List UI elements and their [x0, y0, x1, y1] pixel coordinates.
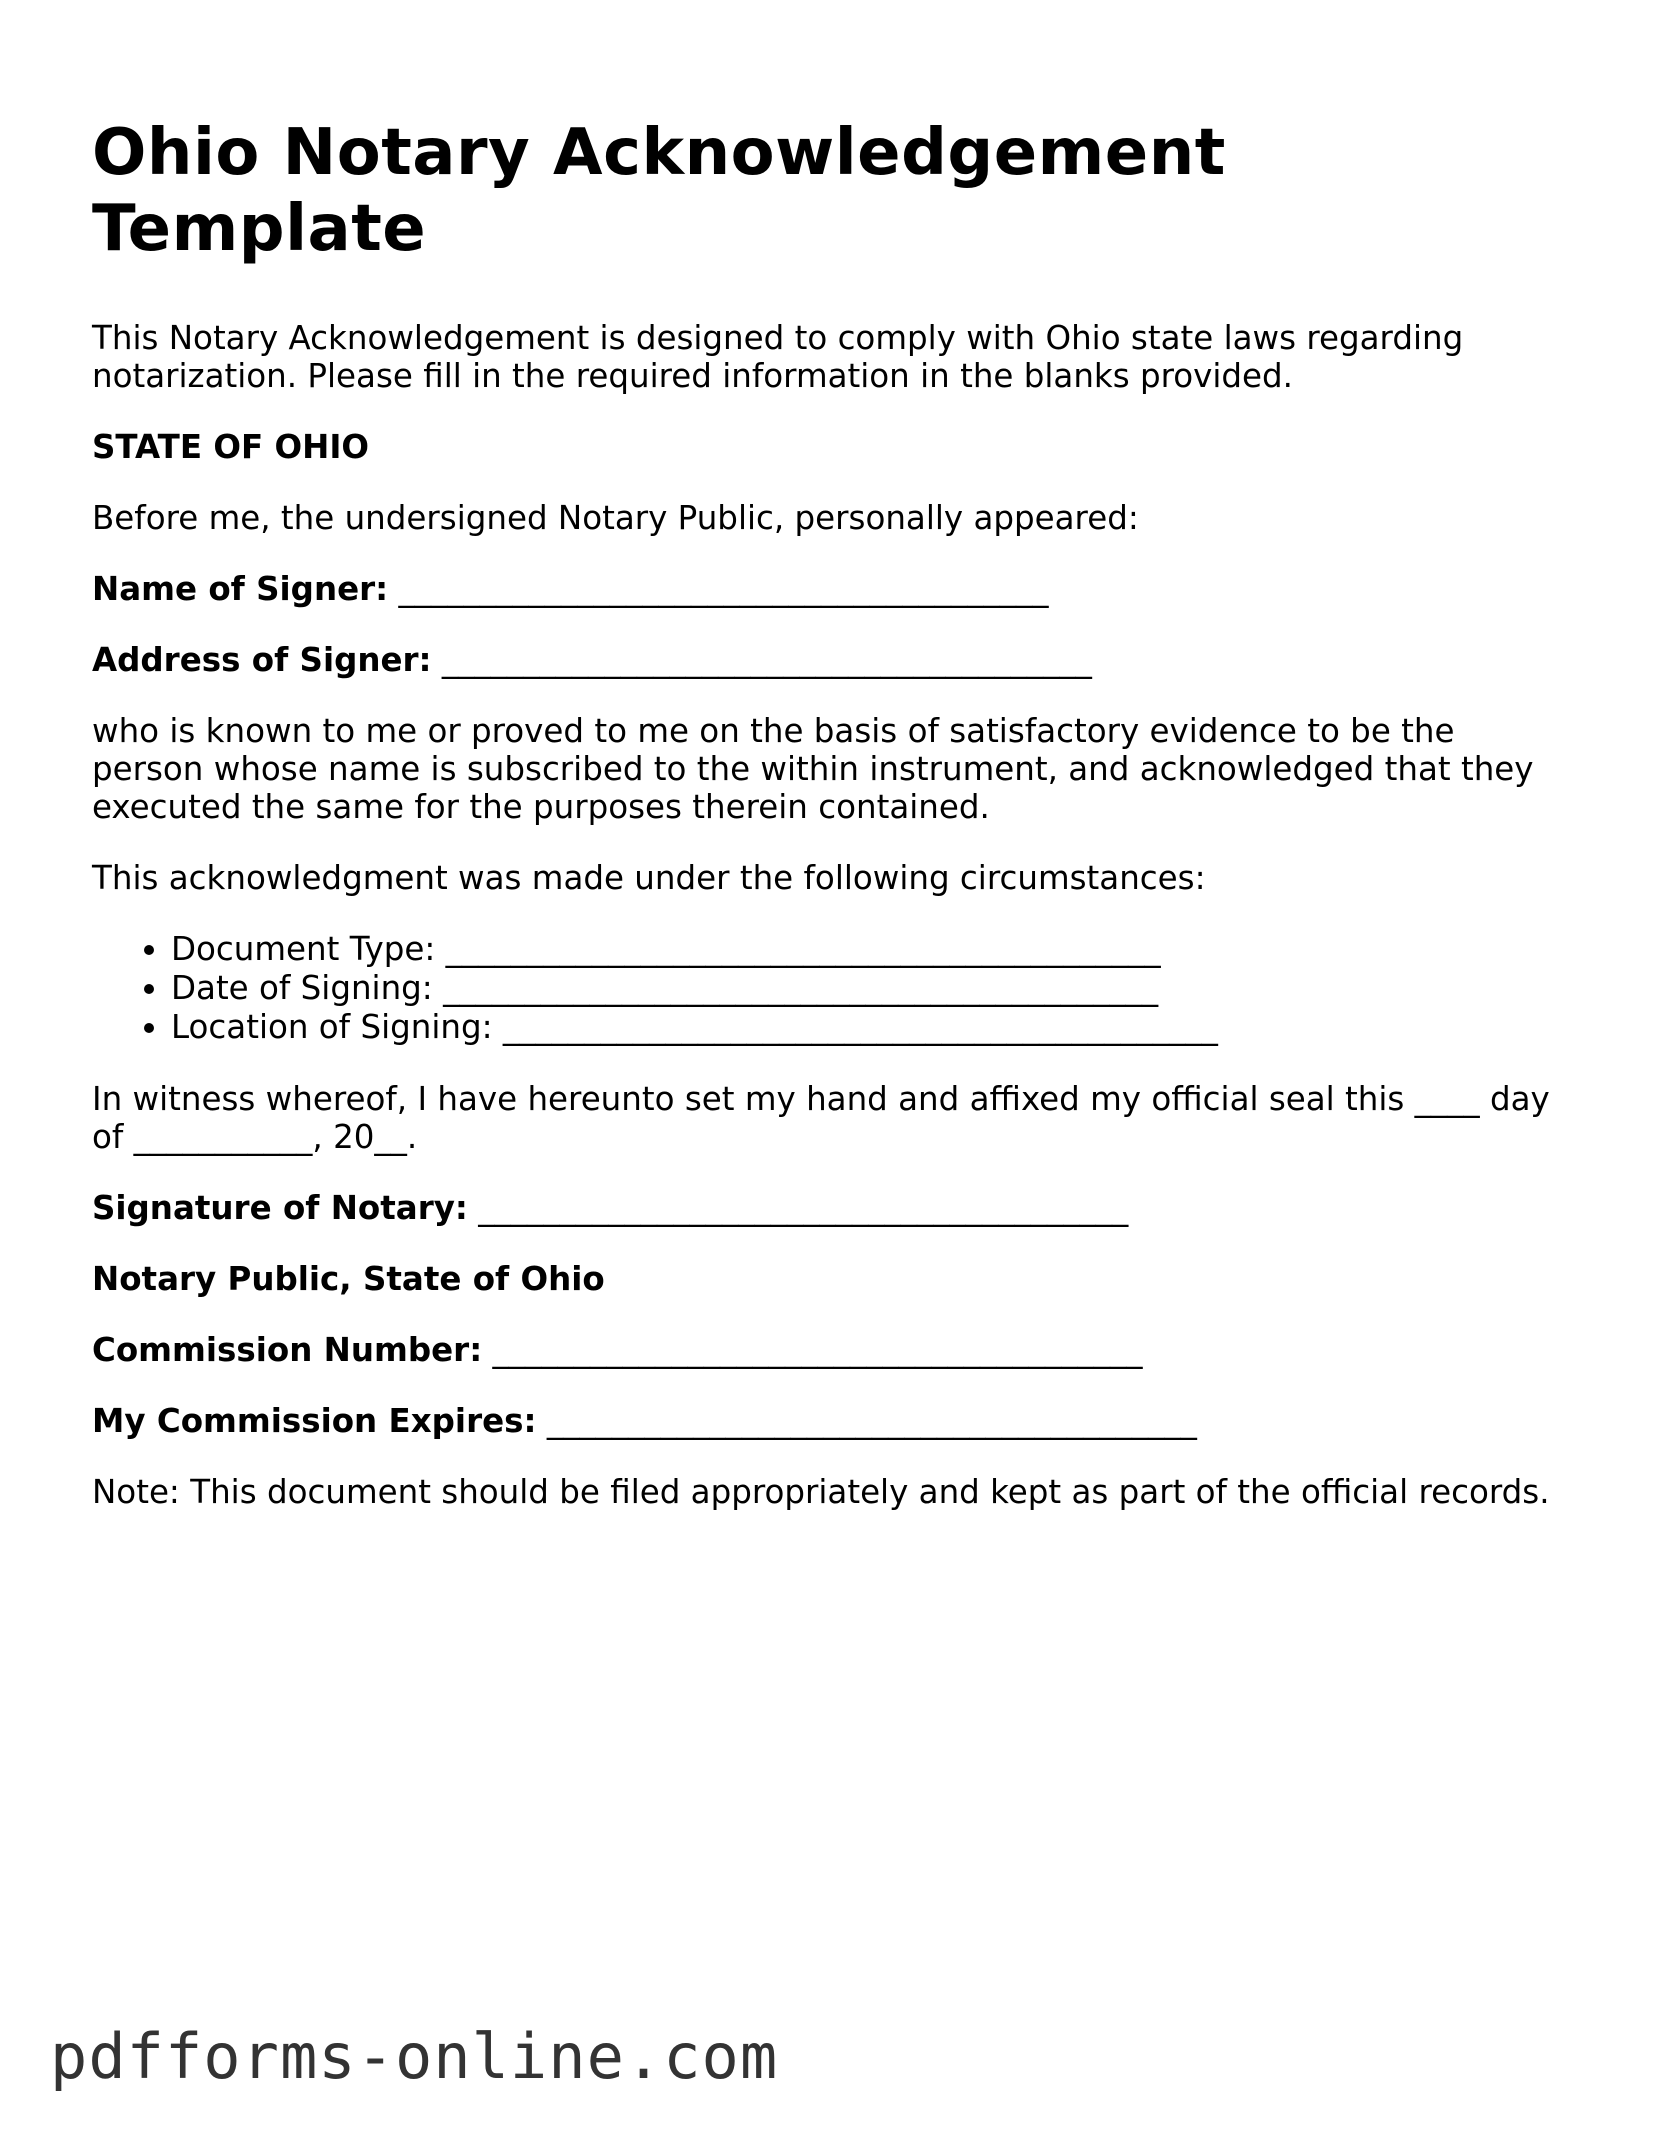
commission-number-field[interactable] — [92, 1331, 1572, 1369]
appeared-paragraph: Before me, the undersigned Notary Public, personally appeared: — [92, 499, 1139, 537]
circumstances-paragraph: This acknowledgment was made under the following circumstances: — [92, 859, 1206, 897]
watermark: pdfforms-online.com — [50, 2020, 779, 2093]
signer-name-label: Name of Signer: — [92, 570, 389, 608]
list-item-document-type[interactable] — [171, 930, 1572, 969]
document-type-label: Document Type: — [171, 930, 436, 968]
notary-signature-field[interactable] — [92, 1189, 1572, 1227]
notary-public-line: Notary Public, State of Ohio — [92, 1260, 605, 1298]
document-title: Ohio Notary Acknowledgement Template — [92, 116, 1226, 266]
document-body — [92, 115, 1572, 1544]
state-heading: STATE OF OHIO — [92, 428, 370, 466]
circumstances-list — [92, 930, 1572, 1047]
list-item-location-of-signing[interactable] — [171, 1008, 1572, 1047]
commission-expires-field[interactable] — [92, 1402, 1572, 1440]
signer-name-blank[interactable]: ________________________________________ — [398, 570, 1049, 608]
signer-address-field[interactable] — [92, 641, 1572, 679]
commission-expires-blank[interactable]: ________________________________________ — [546, 1402, 1197, 1440]
known-paragraph: who is known to me or proved to me on the basis of satisfactory evidence to be the person whose name is subscribed to the within instrument, and acknowledged that they executed the same for the purposes therein contained. — [92, 712, 1534, 826]
commission-number-blank[interactable]: ________________________________________ — [492, 1331, 1143, 1369]
location-of-signing-label: Location of Signing: — [171, 1008, 493, 1046]
notary-signature-label: Signature of Notary: — [92, 1189, 468, 1227]
notary-signature-blank[interactable]: ________________________________________ — [478, 1189, 1129, 1227]
witness-paragraph[interactable]: In witness whereof, I have hereunto set my hand and affixed my official seal this ____ day of ___________, 20__. — [92, 1080, 1550, 1156]
intro-paragraph: This Notary Acknowledgement is designed to comply with Ohio state laws regarding notarization. Please fill in the required information in the blanks provided. — [92, 319, 1464, 395]
commission-expires-label: My Commission Expires: — [92, 1402, 537, 1440]
commission-number-label: Commission Number: — [92, 1331, 483, 1369]
date-of-signing-label: Date of Signing: — [171, 969, 433, 1007]
note-paragraph: Note: This document should be filed appropriately and kept as part of the official records. — [92, 1473, 1550, 1511]
document-type-blank[interactable]: ____________________________________________ — [445, 930, 1161, 968]
list-item-date-of-signing[interactable] — [171, 969, 1572, 1008]
signer-address-blank[interactable]: ________________________________________ — [441, 641, 1092, 679]
signer-address-label: Address of Signer: — [92, 641, 432, 679]
signer-name-field[interactable] — [92, 570, 1572, 608]
date-of-signing-blank[interactable]: ____________________________________________ — [443, 969, 1159, 1007]
location-of-signing-blank[interactable]: ____________________________________________ — [502, 1008, 1218, 1046]
